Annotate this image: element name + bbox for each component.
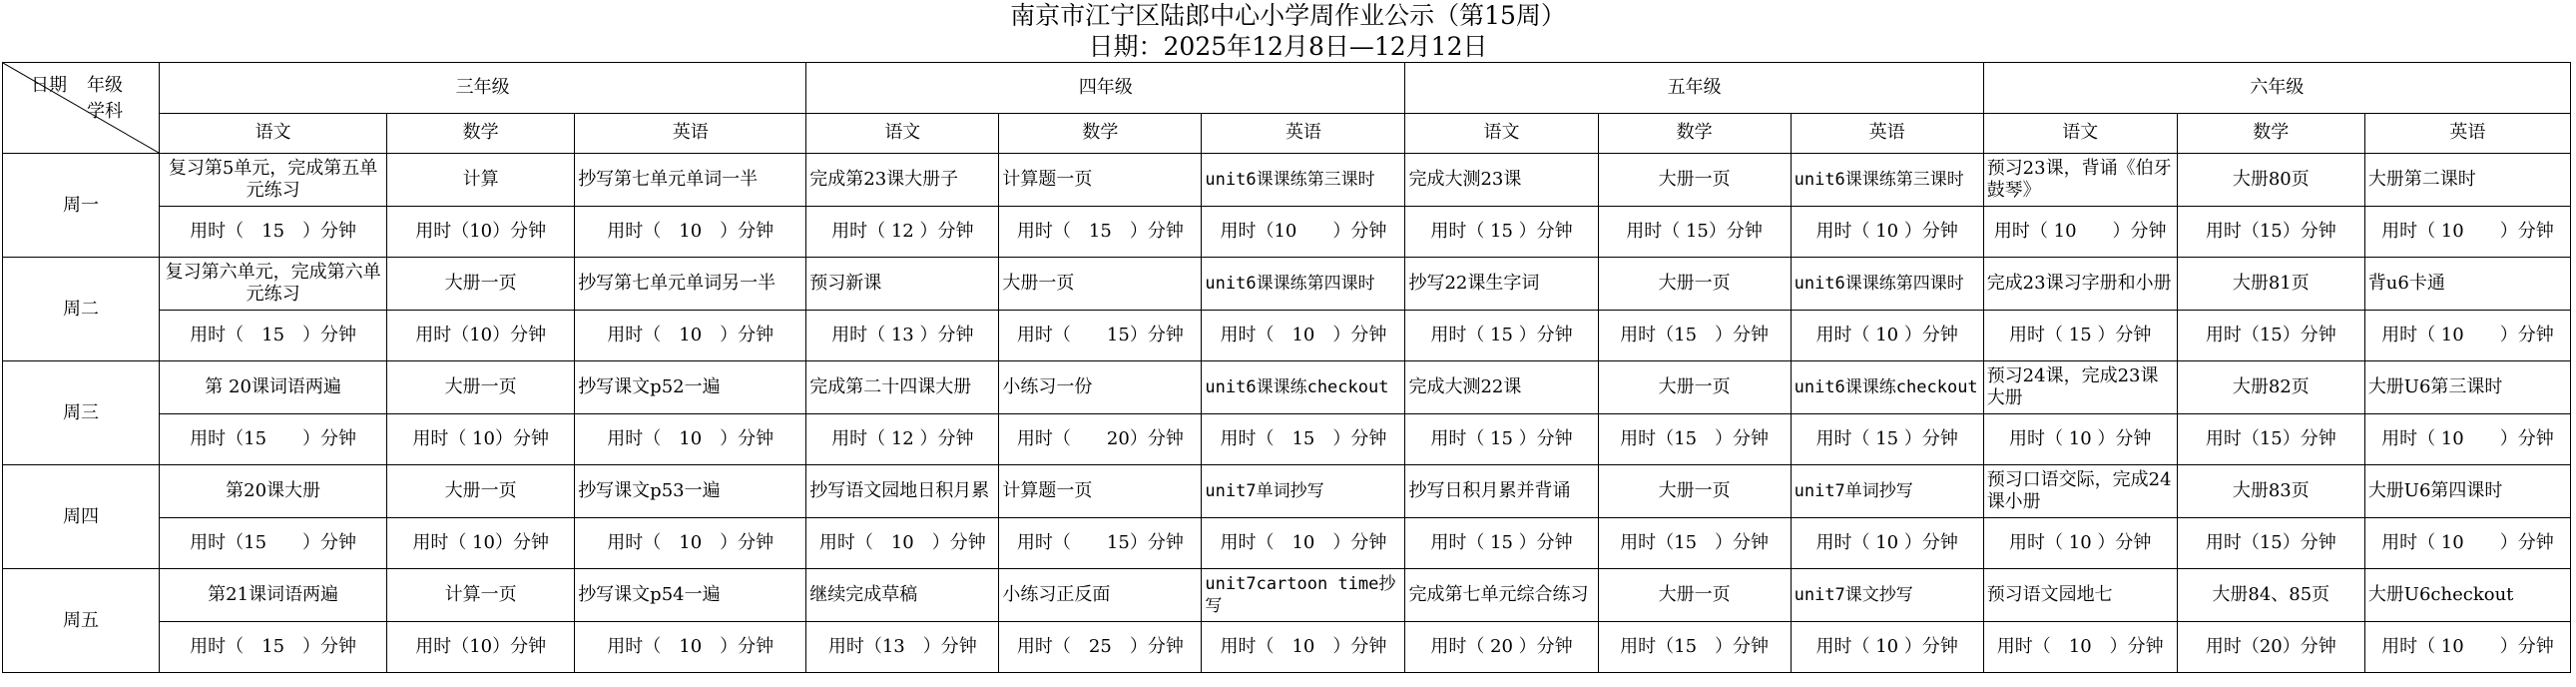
time-cell: 用时（ 15 ）分钟 (160, 207, 387, 258)
time-cell: 用时（ 15 ）分钟 (1405, 311, 1598, 361)
homework-table (2, 62, 2571, 673)
time-cell: 用时（13 ）分钟 (806, 622, 999, 673)
time-cell: 用时（ 10 ）分钟 (1983, 414, 2177, 465)
page-title: 南京市江宁区陆郎中心小学周作业公示（第15周） (1010, 1, 1566, 30)
task-cell: 大册一页 (1598, 258, 1791, 311)
time-cell: 用时（ 10 ）分钟 (1202, 518, 1405, 569)
task-cell: 完成第七单元综合练习 (1405, 569, 1598, 622)
task-cell: 大册第二课时 (2364, 154, 2570, 207)
time-cell: 用时（10）分钟 (387, 311, 575, 361)
time-cell: 用时（15 ）分钟 (160, 518, 387, 569)
day-label: 周二 (3, 258, 160, 361)
task-cell: unit7单词抄写 (1791, 465, 1983, 518)
time-cell: 用时（15 ）分钟 (1598, 414, 1791, 465)
time-cell: 用时（ 12 ）分钟 (806, 207, 999, 258)
task-cell: 完成第23课大册子 (806, 154, 999, 207)
day-task-row (3, 569, 2571, 622)
time-cell: 用时（ 20）分钟 (999, 414, 1202, 465)
time-cell: 用时（ 10 ）分钟 (1791, 311, 1983, 361)
time-cell: 用时（ 10 ）分钟 (2364, 207, 2570, 258)
time-cell: 用时（ 10 ）分钟 (575, 207, 806, 258)
task-cell: 大册U6第三课时 (2364, 361, 2570, 414)
task-cell: 预习口语交际，完成24课小册 (1983, 465, 2177, 518)
time-cell: 用时（ 10 ）分钟 (1202, 622, 1405, 673)
task-cell: 大册一页 (1598, 569, 1791, 622)
date-range: 日期：2025年12月8日—12月12日 (1088, 32, 1488, 61)
task-cell: 大册U6第四课时 (2364, 465, 2570, 518)
subject-header: 语文 (1983, 113, 2177, 153)
time-cell: 用时（ 20 ）分钟 (1405, 622, 1598, 673)
task-cell: unit6课课练第三课时 (1202, 154, 1405, 207)
day-task-row (3, 258, 2571, 311)
task-cell: 大册U6checkout (2364, 569, 2570, 622)
task-cell: unit6课课练第四课时 (1202, 258, 1405, 311)
time-cell: 用时（15）分钟 (2177, 518, 2364, 569)
task-cell: 抄写日积月累并背诵 (1405, 465, 1598, 518)
subject-header: 数学 (999, 113, 1202, 153)
task-cell: 完成大测22课 (1405, 361, 1598, 414)
task-cell: 继续完成草稿 (806, 569, 999, 622)
time-cell: 用时（15）分钟 (2177, 207, 2364, 258)
task-cell: unit7cartoon time抄写 (1202, 569, 1405, 622)
day-task-row (3, 465, 2571, 518)
task-cell: 第20课大册 (160, 465, 387, 518)
task-cell: 复习第六单元，完成第六单元练习 (160, 258, 387, 311)
task-cell: 计算题一页 (999, 465, 1202, 518)
time-cell: 用时（ 13 ）分钟 (806, 311, 999, 361)
task-cell: 大册83页 (2177, 465, 2364, 518)
time-cell: 用时（ 25 ）分钟 (999, 622, 1202, 673)
task-cell: 大册一页 (387, 361, 575, 414)
task-cell: 复习第5单元，完成第五单元练习 (160, 154, 387, 207)
task-cell: 完成第二十四课大册 (806, 361, 999, 414)
task-cell: unit6课课练第三课时 (1791, 154, 1983, 207)
grade-header: 五年级 (1405, 63, 1983, 114)
task-cell: 抄写语文园地日积月累 (806, 465, 999, 518)
subject-header: 数学 (2177, 113, 2364, 153)
task-cell: 小练习一份 (999, 361, 1202, 414)
task-cell: 完成大测23课 (1405, 154, 1598, 207)
task-cell: 小练习正反面 (999, 569, 1202, 622)
day-task-row (3, 361, 2571, 414)
time-cell: 用时（ 15 ）分钟 (160, 311, 387, 361)
time-cell: 用时（ 10 ）分钟 (2364, 622, 2570, 673)
task-cell: 抄写第七单元单词一半 (575, 154, 806, 207)
time-cell: 用时（15 ）分钟 (160, 414, 387, 465)
time-cell: 用时（15 ）分钟 (1598, 518, 1791, 569)
time-cell: 用时（ 10 ）分钟 (575, 622, 806, 673)
task-cell: 抄写课文p54一遍 (575, 569, 806, 622)
subject-header: 数学 (387, 113, 575, 153)
task-cell: unit6课课练checkout (1791, 361, 1983, 414)
time-cell: 用时（10 ）分钟 (1202, 207, 1405, 258)
time-cell: 用时（15 ）分钟 (1598, 622, 1791, 673)
task-cell: unit6课课练第四课时 (1791, 258, 1983, 311)
time-cell: 用时（ 15 ）分钟 (1405, 518, 1598, 569)
day-time-row (3, 518, 2571, 569)
day-time-row (3, 414, 2571, 465)
subject-header: 语文 (160, 113, 387, 153)
task-cell: 抄写第七单元单词另一半 (575, 258, 806, 311)
task-cell: 计算题一页 (999, 154, 1202, 207)
day-time-row (3, 207, 2571, 258)
task-cell: 计算 (387, 154, 575, 207)
task-cell: 大册一页 (387, 465, 575, 518)
time-cell: 用时（ 10 ）分钟 (575, 414, 806, 465)
subject-header: 数学 (1598, 113, 1791, 153)
task-cell: 大册80页 (2177, 154, 2364, 207)
task-cell: unit7课文抄写 (1791, 569, 1983, 622)
time-cell: 用时（ 10 ）分钟 (1202, 311, 1405, 361)
task-cell: 大册一页 (1598, 154, 1791, 207)
task-cell: 大册82页 (2177, 361, 2364, 414)
time-cell: 用时（ 15 ）分钟 (1983, 311, 2177, 361)
task-cell: 背u6卡通 (2364, 258, 2570, 311)
task-cell: 大册84、85页 (2177, 569, 2364, 622)
day-label: 周一 (3, 154, 160, 258)
time-cell: 用时（15 ）分钟 (1598, 311, 1791, 361)
time-cell: 用时（ 10 ）分钟 (2364, 311, 2570, 361)
time-cell: 用时（ 10 ）分钟 (575, 518, 806, 569)
task-cell: 第 20课词语两遍 (160, 361, 387, 414)
corner-label-subject: 学科 (87, 101, 123, 122)
subject-header: 英语 (575, 113, 806, 153)
time-cell: 用时（ 10 ）分钟 (1791, 207, 1983, 258)
task-cell: 计算一页 (387, 569, 575, 622)
day-label: 周四 (3, 465, 160, 569)
time-cell: 用时（20）分钟 (2177, 622, 2364, 673)
time-cell: 用时（ 10 ）分钟 (1791, 622, 1983, 673)
time-cell: 用时（ 10 ）分钟 (2364, 518, 2570, 569)
time-cell: 用时（ 15 ）分钟 (1202, 414, 1405, 465)
time-cell: 用时（10）分钟 (387, 622, 575, 673)
task-cell: 第21课词语两遍 (160, 569, 387, 622)
time-cell: 用时（15）分钟 (2177, 311, 2364, 361)
time-cell: 用时（ 15）分钟 (999, 518, 1202, 569)
day-time-row (3, 622, 2571, 673)
time-cell: 用时（ 10 ）分钟 (575, 311, 806, 361)
time-cell: 用时（ 15）分钟 (1598, 207, 1791, 258)
subject-header: 语文 (1405, 113, 1598, 153)
time-cell: 用时（ 15 ）分钟 (160, 622, 387, 673)
task-cell: 预习语文园地七 (1983, 569, 2177, 622)
time-cell: 用时（ 15 ）分钟 (1791, 414, 1983, 465)
day-time-row (3, 311, 2571, 361)
time-cell: 用时（ 15 ）分钟 (1405, 207, 1598, 258)
task-cell: 预习新课 (806, 258, 999, 311)
time-cell: 用时（ 12 ）分钟 (806, 414, 999, 465)
time-cell: 用时（10）分钟 (387, 207, 575, 258)
time-cell: 用时（ 10 ）分钟 (1983, 518, 2177, 569)
time-cell: 用时（ 15 ）分钟 (999, 207, 1202, 258)
task-cell: 大册81页 (2177, 258, 2364, 311)
task-cell: unit7单词抄写 (1202, 465, 1405, 518)
time-cell: 用时（ 10 ）分钟 (1983, 207, 2177, 258)
task-cell: unit6课课练checkout (1202, 361, 1405, 414)
subject-header: 语文 (806, 113, 999, 153)
task-cell: 抄写课文p53一遍 (575, 465, 806, 518)
grade-header: 四年级 (806, 63, 1405, 114)
time-cell: 用时（ 15）分钟 (999, 311, 1202, 361)
diagonal-line (3, 63, 159, 153)
subject-header: 英语 (1791, 113, 1983, 153)
time-cell: 用时（ 10 ）分钟 (806, 518, 999, 569)
grade-header: 六年级 (1983, 63, 2570, 114)
task-cell: 大册一页 (1598, 361, 1791, 414)
task-cell: 大册一页 (999, 258, 1202, 311)
subject-header: 英语 (1202, 113, 1405, 153)
day-label: 周五 (3, 569, 160, 673)
time-cell: 用时（15）分钟 (2177, 414, 2364, 465)
header-corner (3, 63, 160, 154)
task-cell: 完成23课习字册和小册 (1983, 258, 2177, 311)
time-cell: 用时（ 10 ）分钟 (1983, 622, 2177, 673)
time-cell: 用时（ 10）分钟 (387, 414, 575, 465)
day-label: 周三 (3, 361, 160, 465)
time-cell: 用时（ 10 ）分钟 (2364, 414, 2570, 465)
task-cell: 预习24课，完成23课大册 (1983, 361, 2177, 414)
task-cell: 大册一页 (1598, 465, 1791, 518)
task-cell: 大册一页 (387, 258, 575, 311)
subject-header: 英语 (2364, 113, 2570, 153)
task-cell: 抄写课文p52一遍 (575, 361, 806, 414)
grade-header: 三年级 (160, 63, 806, 114)
corner-label-date: 日期 (31, 75, 67, 96)
time-cell: 用时（ 10）分钟 (387, 518, 575, 569)
corner-label-grade: 年级 (87, 75, 123, 96)
time-cell: 用时（ 10 ）分钟 (1791, 518, 1983, 569)
task-cell: 抄写22课生字词 (1405, 258, 1598, 311)
day-task-row (3, 154, 2571, 207)
time-cell: 用时（ 15 ）分钟 (1405, 414, 1598, 465)
task-cell: 预习23课，背诵《伯牙鼓琴》 (1983, 154, 2177, 207)
